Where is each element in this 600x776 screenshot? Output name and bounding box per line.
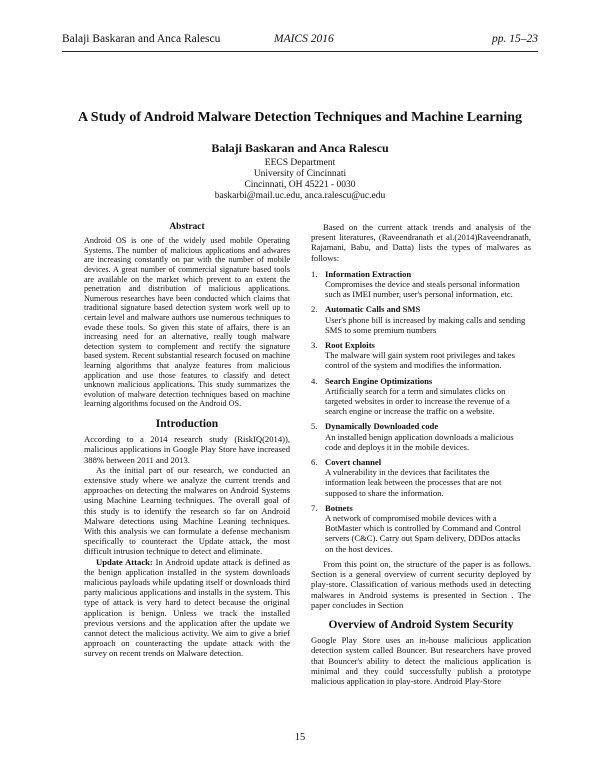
- malware-intro: Based on the current attack trends and analysis of the present literatures, (Raveendranath et al.(2014)Raveendranath, Rajamani, Babu, and Datta) lists the types of malwares as follows:: [311, 222, 531, 263]
- header-authors: Balaji Baskaran and Anca Ralescu: [62, 33, 221, 45]
- list-item: [311, 457, 531, 498]
- list-item-title: Root Exploits: [325, 340, 375, 351]
- list-item-number: 5.: [311, 421, 318, 432]
- overview-paragraph: Google Play Store uses an in-house malicious application detection system called Bouncer. But researchers have proved that Bouncer's ability to detect the malicious application is minimal and they could successfully publish a prototype malicious application in play-store. Android Play-Store: [311, 635, 531, 686]
- list-item: [311, 340, 531, 371]
- list-item: [311, 269, 531, 300]
- header-pages: pp. 15–23: [492, 33, 538, 45]
- list-item-text: An installed benign application downloads a malicious code and deploys it in the mobile devices.: [325, 431, 514, 452]
- overview-heading: Overview of Android System Security: [328, 618, 514, 631]
- intro-paragraph-1: According to a 2014 research study (RiskIQ(2014)), malicious applications in Google Play Store have increased 388% between 2011 and 2013.: [84, 434, 290, 465]
- right-column: [311, 222, 531, 686]
- list-item-number: 1.: [311, 268, 318, 279]
- list-item-text: Compromises the device and steals personal information such as IMEI number, user's personal information, etc.: [325, 279, 520, 300]
- update-attack-text: In Android update attack is defined as the benign application installed in the system downloads malicious payloads while updating itself or downloads third party malicious applications and installs in the system. This type of attack is very hard to detect because the original application is benign. Unless we track the installed previous versions and the application after the update we cannot detect the malicious activity. We aim to give a brief approach on counteracting the update attack with the survey on recent trends on Malware detection.: [84, 556, 290, 659]
- running-header: [62, 33, 538, 49]
- list-item-title: Covert channel: [325, 457, 382, 468]
- list-item: [311, 304, 531, 335]
- malware-type-list: [311, 269, 531, 554]
- introduction-heading: Introduction: [155, 417, 219, 430]
- list-item-title: Dynamically Downloaded code: [325, 421, 439, 432]
- author-names: Balaji Baskaran and Anca Ralescu: [211, 141, 389, 155]
- left-column: [84, 222, 290, 659]
- list-item-number: 2.: [311, 304, 318, 315]
- list-item-number: 3.: [311, 340, 318, 351]
- intro-paragraph-3: [84, 557, 290, 659]
- page-number: 15: [294, 732, 306, 743]
- list-item-number: 6.: [311, 457, 318, 468]
- list-item-text: The malware will gain system root privileges and takes control of the system and modifies the information.: [325, 350, 515, 371]
- list-item-text: Artificially search for a term and simulates clicks on targeted websites in order to increase the revenue of a search engine or increase the traffic on a website.: [325, 385, 510, 417]
- header-venue: MAICS 2016: [274, 33, 334, 45]
- author-department: EECS Department: [264, 158, 336, 168]
- paper-structure: From this point on, the structure of the paper is as follows. Section is a general overview of current security deployed by play-store. Classification of various methods used in detecting malwares in Android systems is presented in Section . The paper concludes in Section: [311, 558, 531, 610]
- list-item-title: Information Extraction: [325, 268, 412, 279]
- list-item-title: Botnets: [325, 502, 353, 513]
- update-attack-runin: Update Attack:: [96, 556, 153, 567]
- list-item: [311, 376, 531, 417]
- list-item-number: 4.: [311, 375, 318, 386]
- author-address: Cincinnati, OH 45221 - 0030: [244, 180, 356, 190]
- author-emails: baskarbi@mail.uc.edu, anca.ralescu@uc.edu: [214, 191, 386, 201]
- intro-paragraph-2: As the initial part of our research, we conducted an extensive study where we analyze the current trends and approaches on detecting the malwares on Android Systems using Machine Learning techniques. The overall goal of this study is to identify the research so far on Android Malware detections using Machine Leaning techniques. With this analysis we can formulate a defense mechanism specifically to counteract the Update attack, the most difficult intrusion technique to detect and eliminate.: [84, 464, 290, 557]
- list-item: [311, 503, 531, 554]
- paper-title: A Study of Android Malware Detection Techniques and Machine Learning: [77, 110, 523, 125]
- author-block: [0, 141, 600, 202]
- list-item-number: 7.: [311, 502, 318, 513]
- list-item-text: User's phone bill is increased by making calls and sending SMS to some premium numbers: [325, 314, 526, 335]
- list-item: [311, 421, 531, 452]
- abstract-heading: Abstract: [169, 222, 205, 232]
- author-university: University of Cincinnati: [253, 169, 347, 179]
- list-item-text: A network of compromised mobile devices with a BotMaster which is controlled by Command and Control servers (C&C). Carry out Spam delivery, DDDos attacks on the host devices.: [325, 513, 521, 554]
- list-item-title: Search Engine Optimizations: [325, 375, 433, 386]
- abstract-text: Android OS is one of the widely used mobile Operating Systems. The number of malicious applications and adwares are increasing constantly on par with the number of mobile devices. A great number of commercial signature based tools are available on the market which prevent to an extent the penetration and distribution of malicious applications. Numerous researches have been conducted which claims that traditional signature based detection system work well up to certain level and malware authors use numerous techniques to evade these tools. So given this state of affairs, there is an increasing need for an alternative, really tough malware detection system to complement and rectify the signature based system. Recent substantial research focused on machine learning algorithms that analyze features from malicious application and use those features to classify and detect unknown malicious applications. This study summarizes the evolution of malware detection techniques based on machine learning algorithms focused on the Android OS.: [84, 236, 290, 409]
- list-item-text: A vulnerability in the devices that facilitates the information leak between the processes that are not supposed to share the information.: [325, 467, 502, 498]
- header-rule: [62, 51, 538, 52]
- list-item-title: Automatic Calls and SMS: [325, 304, 421, 315]
